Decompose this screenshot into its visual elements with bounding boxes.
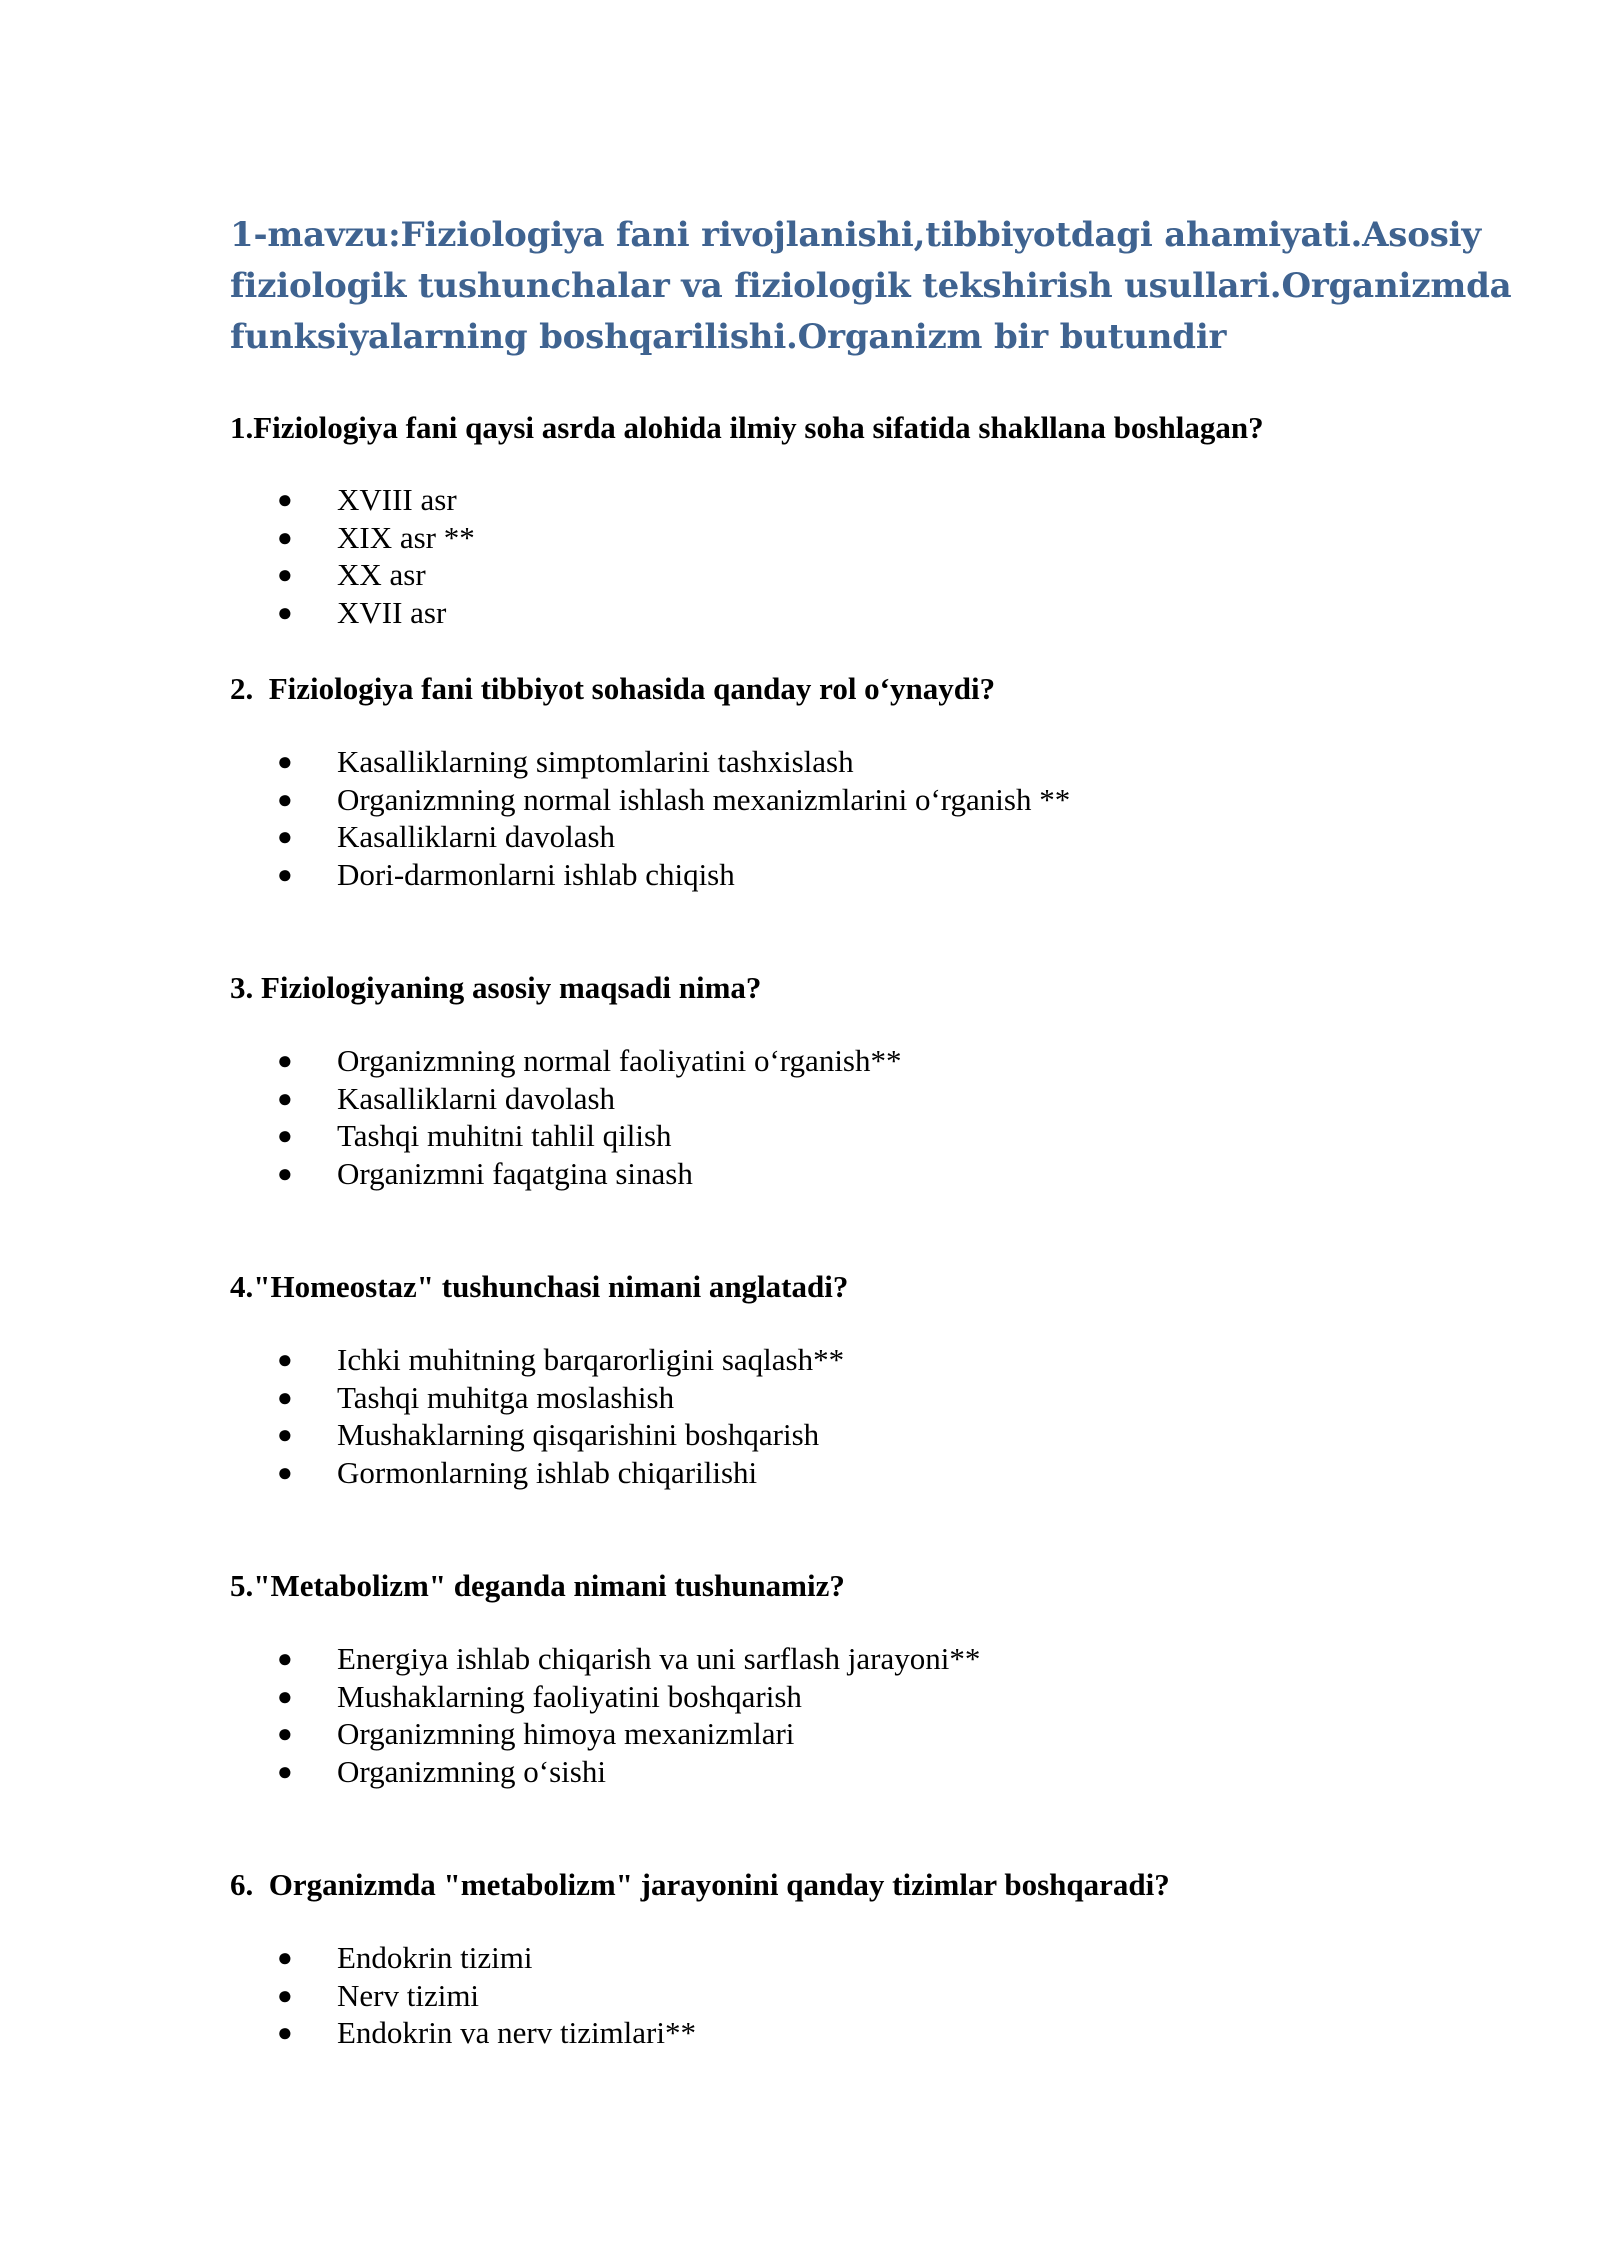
- option-text: Tashqi muhitga moslashish: [337, 1379, 675, 1415]
- question-2-options: [0, 743, 1200, 893]
- bullet-icon: ●: [277, 1681, 293, 1711]
- question-4: 4."Homeostaz" tushunchasi nimani anglatadi?: [230, 1269, 849, 1304]
- question-2: 2. Fiziologiya fani tibbiyot sohasida qanday rol o‘ynaydi?: [230, 671, 996, 706]
- topic-title: [230, 210, 1512, 363]
- option-text: Organizmning normal ishlash mexanizmlarini o‘rganish **: [337, 781, 1071, 817]
- bullet-icon: ●: [277, 522, 293, 552]
- option: [0, 1939, 1200, 1977]
- question-5: 5."Metabolizm" deganda nimani tushunamiz?: [230, 1568, 845, 1603]
- bullet-icon: ●: [277, 1420, 293, 1449]
- bullet-icon: ●: [277, 1457, 293, 1487]
- option-text: Kasalliklarni davolash: [337, 1080, 616, 1116]
- option-text: Dori-darmonlarni ishlab chiqish: [337, 856, 735, 892]
- option: [0, 1155, 1200, 1193]
- question-1-options: [0, 481, 1200, 631]
- question-5-options: [0, 1640, 1200, 1790]
- bullet-icon: ●: [277, 485, 293, 514]
- option: [0, 743, 1200, 781]
- option: [0, 1977, 1200, 2015]
- bullet-icon: ●: [277, 1083, 293, 1113]
- option: [0, 1678, 1200, 1716]
- bullet-icon: ●: [277, 560, 293, 589]
- option-text: Organizmning o‘sishi: [337, 1753, 606, 1789]
- option-text: Mushaklarning qisqarishini boshqarish: [337, 1417, 820, 1452]
- option: [0, 856, 1200, 894]
- option: [0, 556, 1200, 594]
- option-text: Tashqi muhitni tahlil qilish: [337, 1118, 672, 1153]
- option-text: Nerv tizimi: [337, 1977, 480, 2013]
- option-text: Organizmning normal faoliyatini o‘rganish**: [337, 1043, 902, 1078]
- bullet-icon: ●: [277, 1644, 293, 1673]
- bullet-icon: ●: [277, 1345, 293, 1374]
- bullet-icon: ●: [277, 747, 293, 776]
- bullet-icon: ●: [277, 822, 293, 851]
- option-text: Gormonlarning ishlab chiqarilishi: [337, 1454, 758, 1490]
- question-6-options: [0, 1939, 1200, 2052]
- option: [0, 818, 1200, 856]
- option-text: Energiya ishlab chiqarish va uni sarflash jarayoni**: [337, 1641, 981, 1676]
- question-4-options: [0, 1341, 1200, 1491]
- option: [0, 519, 1200, 557]
- option: [0, 594, 1200, 632]
- option-text: Organizmni faqatgina sinash: [337, 1155, 693, 1191]
- topic-title-line: 1-mavzu:Fiziologiya fani rivojlanishi,tibbiyotdagi ahamiyati.Asosiy: [230, 215, 1481, 255]
- bullet-icon: ●: [277, 1756, 293, 1786]
- bullet-icon: ●: [277, 1382, 293, 1412]
- bullet-icon: ●: [277, 1158, 293, 1188]
- option-text: XVII asr: [337, 594, 447, 630]
- question-3: 3. Fiziologiyaning asosiy maqsadi nima?: [230, 970, 762, 1005]
- option-text: Kasalliklarni davolash: [337, 819, 616, 854]
- question-1: 1.Fiziologiya fani qaysi asrda alohida ilmiy soha sifatida shakllana boshlagan?: [230, 410, 1264, 445]
- option: [0, 1341, 1200, 1379]
- option-text: XX asr: [337, 557, 426, 592]
- option-text: Kasalliklarning simptomlarini tashxislash: [337, 744, 854, 779]
- option-text: Endokrin tizimi: [337, 1940, 533, 1975]
- question-6: 6. Organizmda "metabolizm" jarayonini qanday tizimlar boshqaradi?: [230, 1867, 1170, 1902]
- option: [0, 481, 1200, 519]
- topic-title-line: funksiyalarning boshqarilishi.Organizm bir butundir: [230, 317, 1227, 357]
- bullet-icon: ●: [277, 1046, 293, 1075]
- bullet-icon: ●: [277, 1719, 293, 1748]
- option: [0, 1379, 1200, 1417]
- option-text: Ichki muhitning barqarorligini saqlash**: [337, 1342, 845, 1377]
- bullet-icon: ●: [277, 1943, 293, 1972]
- bullet-icon: ●: [277, 1121, 293, 1150]
- option: [0, 1042, 1200, 1080]
- option: [0, 1454, 1200, 1492]
- option: [0, 1715, 1200, 1753]
- option-text: Endokrin va nerv tizimlari**: [337, 2015, 696, 2050]
- option: [0, 1117, 1200, 1155]
- option-text: Mushaklarning faoliyatini boshqarish: [337, 1678, 802, 1714]
- bullet-icon: ●: [277, 597, 293, 627]
- bullet-icon: ●: [277, 784, 293, 814]
- bullet-icon: ●: [277, 859, 293, 889]
- option: [0, 2014, 1200, 2052]
- option: [0, 1640, 1200, 1678]
- bullet-icon: ●: [277, 1980, 293, 2010]
- topic-title-line: fiziologik tushunchalar va fiziologik tekshirish usullari.Organizmda: [230, 266, 1512, 306]
- option: [0, 1416, 1200, 1454]
- bullet-icon: ●: [277, 2018, 293, 2047]
- option-text: Organizmning himoya mexanizmlari: [337, 1716, 795, 1751]
- option: [0, 781, 1200, 819]
- option: [0, 1080, 1200, 1118]
- option-text: XVIII asr: [337, 482, 457, 517]
- question-3-options: [0, 1042, 1200, 1192]
- option-text: XIX asr **: [337, 519, 475, 555]
- option: [0, 1753, 1200, 1791]
